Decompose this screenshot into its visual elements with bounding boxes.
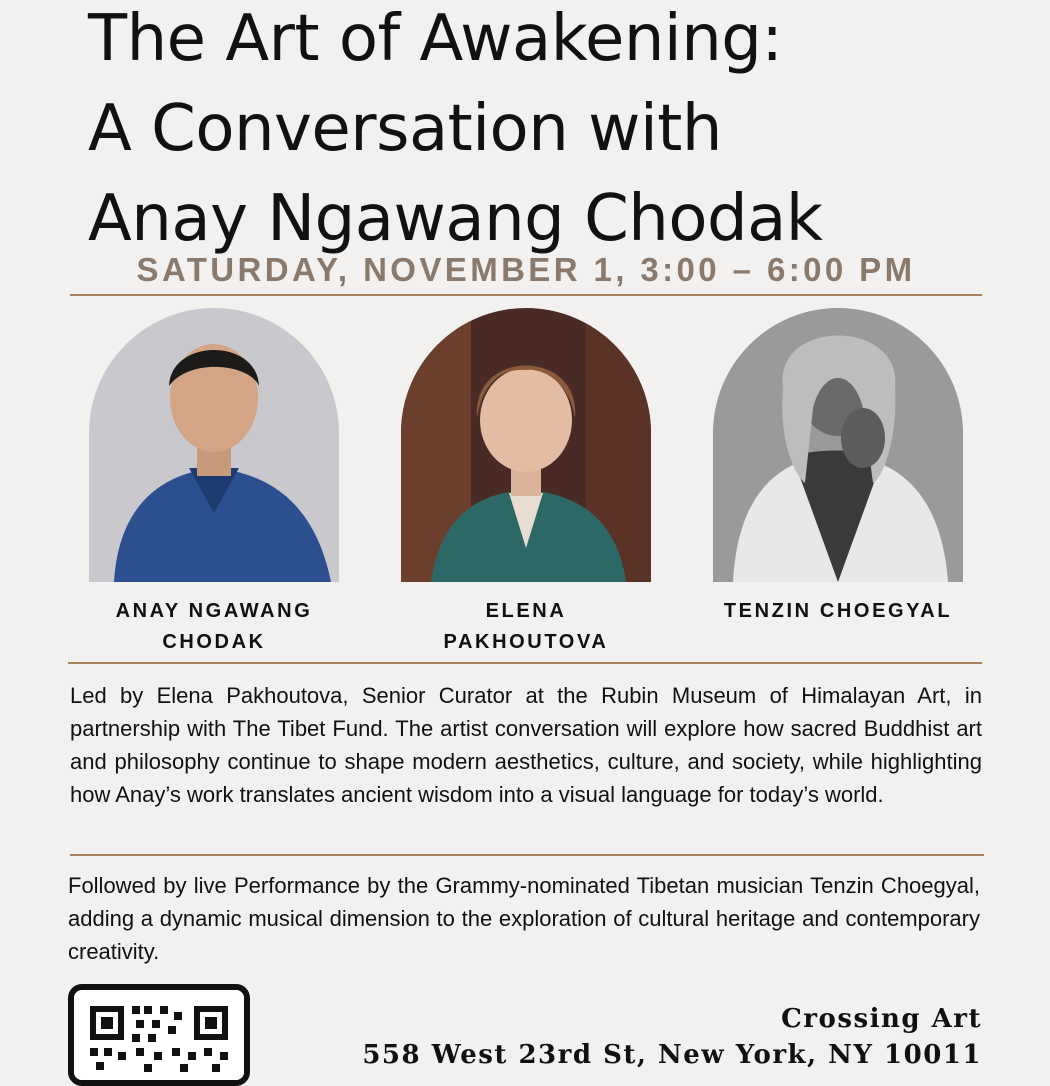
speaker-portrait-2 [401, 308, 651, 582]
speaker-name-line: PAKHOUTOVA [443, 631, 609, 653]
speaker-name-elena [376, 596, 676, 658]
speaker-portrait-1 [89, 308, 339, 582]
qr-code[interactable] [68, 984, 250, 1086]
speaker-portrait-3 [713, 308, 963, 582]
divider-bottom [70, 854, 984, 856]
speaker-photo-tenzin [713, 308, 963, 582]
title-line-1: The Art of Awakening: [88, 2, 783, 76]
title-line-3: Anay Ngawang Chodak [88, 182, 823, 256]
event-description: Led by Elena Pakhoutova, Senior Curator at the Rubin Museum of Himalayan Art, in partnership with The Tibet Fund. The artist conversation will explore how sacred Buddhist art and philosophy continue to shape modern aesthetics, culture, and society, while highlighting how Anay’s work translates ancient wisdom into a visual language for today’s world. [70, 683, 982, 807]
event-date: SATURDAY, NOVEMBER 1, 3:00 – 6:00 PM [136, 251, 916, 288]
speaker-name-tenzin [688, 596, 988, 627]
qr-code-graphic [74, 990, 244, 1080]
speaker-name-line: TENZIN CHOEGYAL [723, 600, 953, 622]
venue-address: 558 West 23rd St, New York, NY 10011 [362, 1040, 982, 1070]
speaker-photo-anay [89, 308, 339, 582]
divider-middle [68, 662, 982, 664]
divider-top [70, 294, 982, 296]
title-line-2: A Conversation with [88, 92, 722, 166]
event-title [88, 0, 1028, 264]
speaker-photo-elena [401, 308, 651, 582]
speaker-name-line: CHODAK [162, 631, 266, 653]
speaker-name-anay [64, 596, 364, 658]
speaker-name-line: ELENA [485, 600, 567, 622]
speaker-name-line: ANAY NGAWANG [115, 600, 313, 622]
venue-name: Crossing Art [781, 1004, 982, 1034]
performance-description: Followed by live Performance by the Grammy-nominated Tibetan musician Tenzin Choegyal, adding a dynamic musical dimension to the exploration of cultural heritage and contemporary creativity. [68, 873, 980, 964]
